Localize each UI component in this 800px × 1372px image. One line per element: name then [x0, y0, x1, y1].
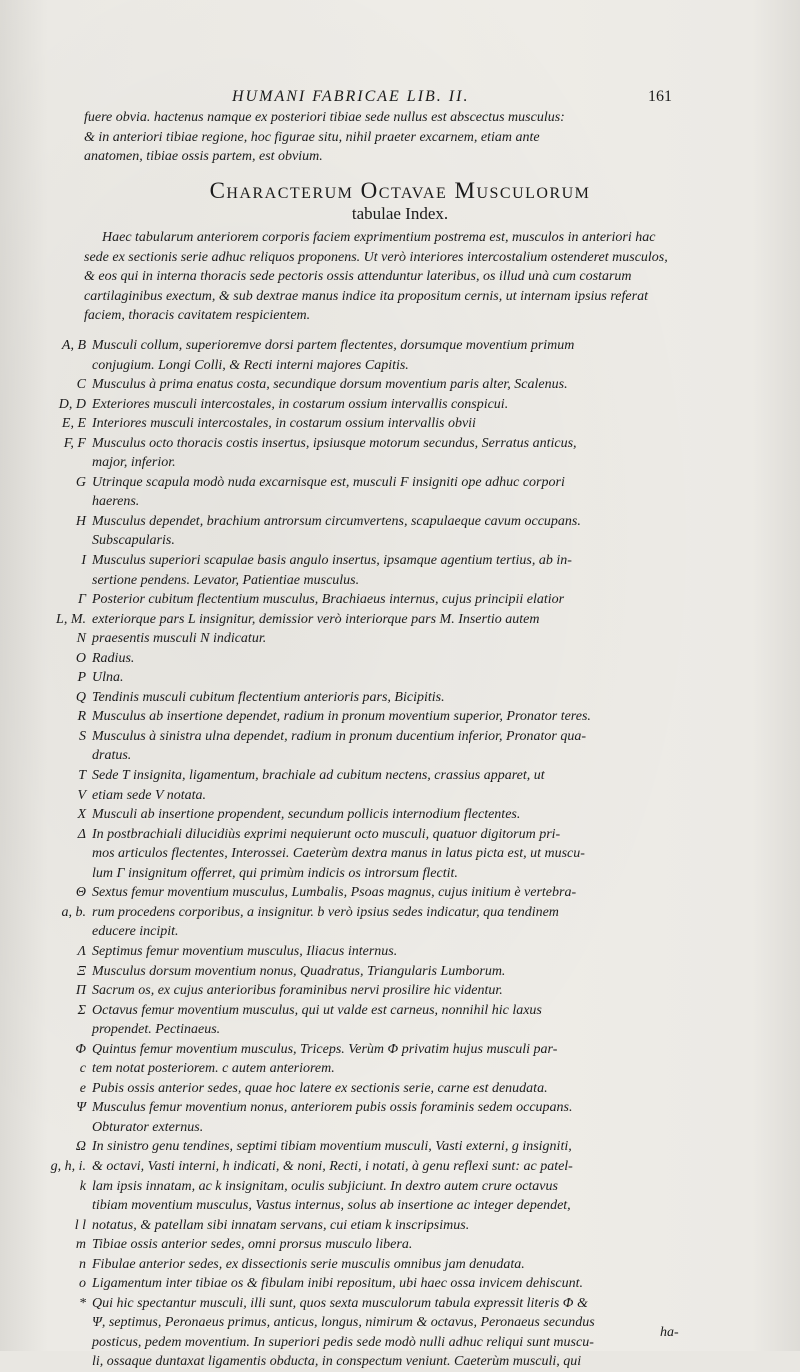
index-entry-line — [0, 492, 800, 512]
entry-text: Musculi collum, superioremve dorsi partem flectentes, dorsumque moventium primum — [92, 338, 575, 353]
entry-label — [0, 922, 92, 942]
entry-text: Musculus superiori scapulae basis angulo insertus, ipsamque agentium tertius, ab in- — [92, 553, 572, 569]
entry-label: Σ — [77, 1002, 86, 1018]
index-entry-line — [0, 864, 800, 884]
section-subtitle: tabulae Index. — [351, 204, 449, 223]
index-entry-line — [0, 786, 800, 806]
index-entry-line — [0, 453, 800, 473]
entry-label: Θ — [75, 885, 86, 901]
entry-text: lum Γ insignitum offerret, qui primùm indicis os introrsum flectit. — [92, 865, 458, 881]
entry-text: exteriorque pars L insignitur, demissior verò interiorque pars M. Insertio autem — [92, 611, 540, 627]
index-entry-line — [0, 1274, 800, 1294]
entry-label: Q — [75, 689, 86, 705]
index-entry-line — [0, 903, 800, 923]
entry-label — [0, 1333, 92, 1353]
entry-label: T — [78, 768, 86, 784]
index-entry-line — [0, 434, 800, 454]
entry-text: major, inferior. — [92, 455, 176, 471]
entry-text: Musculus dorsum moventium nonus, Quadratus, Triangularis Lumborum. — [92, 963, 506, 979]
entry-text: Ulna. — [92, 670, 124, 686]
entry-label: O — [75, 650, 86, 666]
index-entry-line — [0, 356, 800, 376]
page-header — [0, 88, 800, 110]
index-entry-line — [0, 375, 800, 395]
entry-text: Sacrum os, ex cujus anterioribus foraminibus nervi prosilire hic videntur. — [92, 983, 503, 999]
entry-text: In sinistro genu tendines, septimi tibiam moventium musculi, Vasti externi, g insigniti, — [92, 1139, 572, 1155]
entry-label — [0, 356, 92, 376]
entry-label: Γ — [78, 592, 86, 608]
entry-label: E, E — [61, 416, 86, 432]
index-entry-line — [0, 571, 800, 591]
entry-label: L, M. — [56, 611, 86, 627]
index-entry-line — [0, 668, 800, 688]
entry-text: Ligamentum inter tibiae os & fibulam inibi repositum, ubi haec ossa invicem dehiscunt. — [92, 1276, 583, 1292]
entry-label — [0, 1352, 92, 1372]
index-entry-line — [0, 962, 800, 982]
intro-line: & in anteriori tibiae regione, hoc figurae situ, nihil praeter excarnem, etiam ante — [84, 129, 540, 145]
entry-label — [0, 453, 92, 473]
index-entry-line — [0, 395, 800, 415]
entry-label: N — [76, 631, 86, 647]
entry-text: Quintus femur moventium musculus, Triceps. Verùm Φ privatim hujus musculi par- — [92, 1041, 558, 1057]
entry-text: Sextus femur moventium musculus, Lumbalis, Psoas magnus, cujus initium è vertebra- — [92, 885, 577, 901]
index-entry-line — [0, 883, 800, 903]
index-entry-line — [0, 1255, 800, 1275]
index-entry-line — [0, 1137, 800, 1157]
entry-text: Utrinque scapula modò nuda excarnisque est, musculi F insigniti ope adhuc corpori — [92, 474, 565, 490]
entry-label: m — [75, 1237, 86, 1253]
index-entry-line — [0, 1177, 800, 1197]
entry-label: l l — [74, 1217, 86, 1233]
section-title: Characterum Octavae Musculorum — [209, 178, 591, 203]
entry-label: F, F — [63, 435, 86, 451]
entry-text: Tibiae ossis anterior sedes, omni prorsus musculo libera. — [92, 1237, 413, 1253]
intro-line: fuere obvia. hactenus namque ex posteriori tibiae sede nullus est abscectus musculus: — [84, 110, 565, 125]
entry-text: Ψ, septimus, Peronaeus primus, anticus, longus, nimirum & octavus, Peronaeus secundus — [92, 1315, 595, 1331]
entry-label: C — [76, 377, 86, 393]
entry-label: V — [77, 787, 86, 803]
entry-label — [0, 844, 92, 864]
entry-text: mos articulos flectentes, Interossei. Caeterùm dextra manus in latus picta est, ut muscu- — [92, 846, 585, 862]
entry-text: Musculus à sinistra ulna dependet, radium in pronum ducentium inferior, Pronator qua- — [92, 728, 586, 744]
running-head: HUMANI FABRICAE LIB. II. — [232, 88, 470, 105]
index-entry-line — [0, 1157, 800, 1177]
entry-label: o — [79, 1276, 86, 1292]
index-entry-line — [0, 1294, 800, 1314]
entry-text: Sede T insignita, ligamentum, brachiale ad cubitum nectens, crassius apparet, ut — [92, 768, 545, 784]
index-entry-line — [0, 414, 800, 434]
entry-text: dratus. — [92, 748, 132, 764]
index-entry-line — [0, 1040, 800, 1060]
index-entry-line — [0, 1352, 800, 1372]
entry-label: D, D — [58, 396, 86, 412]
entry-text: tem notat posteriorem. c autem anteriorem. — [92, 1061, 335, 1077]
intro-line: anatomen, tibiae ossis partem, est obvium. — [84, 149, 323, 164]
index-entry-line — [0, 727, 800, 747]
entry-label: I — [81, 553, 86, 569]
entry-text: In postbrachiali dilucidiùs exprimi nequierunt octo musculi, quatuor digitorum pri- — [92, 826, 561, 842]
index-entry-line — [0, 1196, 800, 1216]
index-entry-line — [0, 825, 800, 845]
index-entry-line — [0, 922, 800, 942]
entry-text: Interiores musculi intercostales, in costarum ossium intervallis obvii — [92, 416, 476, 432]
entry-text: Exteriores musculi intercostales, in costarum ossium intervallis conspicui. — [92, 396, 509, 412]
intro-text — [84, 108, 680, 167]
entry-text: Musculus dependet, brachium antrorsum circumvertens, scapulaeque cavum occupans. — [92, 513, 581, 529]
entry-text: Subscapularis. — [92, 533, 175, 549]
index-entry-line — [0, 590, 800, 610]
index-entry-line — [0, 1235, 800, 1255]
entry-text: li, ossaque duntaxat ligamentis obducta, in conspectum veniunt. Caeterùm musculi, qui — [92, 1354, 582, 1370]
entry-text: Musculus octo thoracis costis insertus, ipsiusque motorum secundus, Serratus anticus, — [92, 435, 577, 451]
index-entry-line — [0, 531, 800, 551]
entry-label — [0, 571, 92, 591]
character-index — [0, 336, 800, 1372]
entry-text: conjugium. Longi Colli, & Recti interni majores Capitis. — [92, 357, 409, 373]
entry-label: a, b. — [61, 904, 86, 920]
index-entry-line — [0, 1313, 800, 1333]
entry-text: Radius. — [92, 650, 135, 666]
entry-text: Obturator externus. — [92, 1119, 204, 1135]
entry-text: Octavus femur moventium musculus, qui ut valde est carneus, nonnihil hic laxus — [92, 1002, 542, 1018]
entry-label: k — [79, 1178, 86, 1194]
entry-label — [0, 492, 92, 512]
entry-text: Musculus femur moventium nonus, anteriorem pubis ossis foraminis sedem occupans. — [92, 1100, 573, 1116]
entry-text: tibiam moventium musculus, Vastus internus, solus ab insertione ac integer dependet, — [92, 1198, 571, 1214]
index-entry-line — [0, 512, 800, 532]
entry-label: * — [79, 1295, 86, 1311]
index-entry-line — [0, 766, 800, 786]
entry-label — [0, 746, 92, 766]
entry-text: sertione pendens. Levator, Patientiae musculus. — [92, 572, 360, 588]
entry-text: notatus, & patellam sibi innatam servans, cui etiam k inscripsimus. — [92, 1217, 470, 1233]
entry-label: e — [79, 1080, 86, 1096]
entry-text: haerens. — [92, 494, 140, 510]
entry-label: Ξ — [77, 963, 86, 979]
index-entry-line — [0, 336, 800, 356]
entry-label: Ψ — [76, 1100, 86, 1116]
entry-text: Tendinis musculi cubitum flectentium anterioris pars, Bicipitis. — [92, 689, 445, 705]
entry-text: Musculus à prima enatus costa, secundique dorsum moventium paris alter, Scalenus. — [92, 377, 568, 393]
index-entry-line — [0, 805, 800, 825]
entry-label: Ω — [75, 1139, 86, 1155]
index-entry-line — [0, 629, 800, 649]
index-entry-line — [0, 1118, 800, 1138]
index-entry-line — [0, 746, 800, 766]
entry-label: c — [79, 1061, 86, 1077]
entry-text: & octavi, Vasti interni, h indicati, & noni, Recti, i notati, à genu reflexi sunt: ac patel- — [92, 1158, 573, 1174]
entry-text: educere incipit. — [92, 924, 179, 940]
entry-label: P — [77, 670, 86, 686]
description-paragraph: Haec tabularum anteriorem corporis faciem exprimentium postrema est, musculos in anteriori hac sede ex sectionis serie adhuc reliquos proponens. Ut verò interiores intercostalium ostenderet musculos, & eos qui in interna thoracis sede pectoris ossis attenduntur lateribus, os illud unà cum costarum cartilaginibus exectum, & sub dextrae manus indice ita propositum cernis, ut internam ipsius referat faciem, thoracis cavitatem respicientem. — [84, 230, 668, 324]
index-entry-line — [0, 551, 800, 571]
entry-label — [0, 1118, 92, 1138]
index-entry-line — [0, 473, 800, 493]
entry-label: R — [77, 709, 86, 725]
catchword: ha- — [660, 1325, 679, 1340]
entry-label: G — [75, 474, 86, 490]
index-entry-line — [0, 649, 800, 669]
index-entry-line — [0, 1216, 800, 1236]
entry-text: Septimus femur moventium musculus, Iliacus internus. — [92, 943, 398, 959]
index-entry-line — [0, 688, 800, 708]
entry-label: Δ — [77, 826, 86, 842]
entry-label — [0, 531, 92, 551]
entry-text: posticus, pedem moventium. In superiori pedis sede modò nulli adhuc reliqui sunt muscu- — [92, 1334, 594, 1350]
entry-label: S — [79, 728, 86, 744]
index-entry-line — [0, 610, 800, 630]
entry-text: Pubis ossis anterior sedes, quae hoc latere ex sectionis serie, carne est denudata. — [92, 1080, 548, 1096]
entry-text: Musculi ab insertione propendent, secundum pollicis internodium flectentes. — [92, 807, 521, 823]
index-entry-line — [0, 1001, 800, 1021]
entry-label: Λ — [77, 943, 86, 959]
index-entry-line — [0, 1020, 800, 1040]
entry-label — [0, 1020, 92, 1040]
index-entry-line — [0, 707, 800, 727]
entry-label — [0, 864, 92, 884]
entry-label: Π — [75, 983, 86, 999]
entry-label — [0, 1196, 92, 1216]
entry-label: Φ — [75, 1041, 86, 1057]
entry-text: Musculus ab insertione dependet, radium in pronum moventium superior, Pronator teres. — [92, 709, 591, 725]
entry-text: rum procedens corporibus, a insignitur. b verò ipsius sedes indicatur, qua tendinem — [92, 904, 559, 920]
entry-text: lam ipsis innatam, ac k insignitam, oculis subjiciunt. In dextro autem crure octavus — [92, 1178, 558, 1194]
index-entry-line — [0, 1333, 800, 1353]
page-number: 161 — [648, 88, 672, 105]
entry-text: Fibulae anterior sedes, ex dissectionis serie musculis omnibus jam denudata. — [92, 1256, 525, 1272]
index-entry-line — [0, 981, 800, 1001]
index-entry-line — [0, 942, 800, 962]
index-entry-line — [0, 1098, 800, 1118]
entry-label: H — [75, 513, 86, 529]
entry-text: Posterior cubitum flectentium musculus, Brachiaeus internus, cujus principii elatior — [92, 592, 565, 608]
entry-text: Qui hic spectantur musculi, illi sunt, quos sexta musculorum tabula expressit literis Φ & — [92, 1295, 588, 1311]
index-entry-line — [0, 1079, 800, 1099]
index-entry-line — [0, 1059, 800, 1079]
entry-label: n — [79, 1256, 86, 1272]
index-entry-line — [0, 844, 800, 864]
entry-text: etiam sede V notata. — [92, 787, 207, 803]
entry-text: propendet. Pectinaeus. — [92, 1022, 221, 1038]
entry-text: praesentis musculi N indicatur. — [92, 631, 267, 647]
entry-label: A, B — [61, 338, 86, 353]
entry-label: X — [77, 807, 86, 823]
entry-label: g, h, i. — [50, 1158, 86, 1174]
entry-label — [0, 1313, 92, 1333]
